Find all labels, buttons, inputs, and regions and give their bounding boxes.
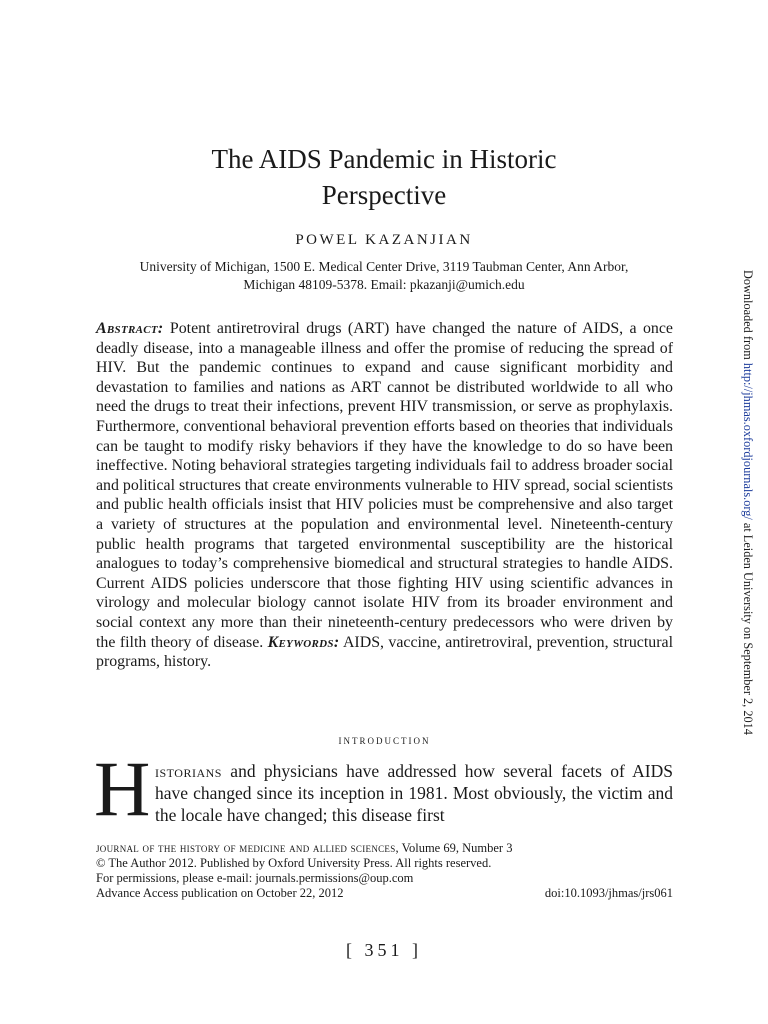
keywords-text: AIDS, vaccine, antiretroviral, prevention, structural programs, history. (96, 633, 673, 671)
watermark-prefix: Downloaded from (741, 270, 755, 363)
advance-access-line: Advance Access publication on October 22, 2012 (96, 886, 344, 900)
intro-text: and physicians have addressed how several facets of AIDS have changed since its inception in 1981. Most obviously, the victim and the locale have changed; this disease first (155, 761, 674, 825)
journal-site-link[interactable]: http://jhmas.oxfordjournals.org/ (741, 362, 755, 520)
abstract (96, 319, 673, 672)
keywords-label: Keywords: (267, 633, 340, 651)
title-line-1: The AIDS Pandemic in Historic (211, 144, 557, 174)
page-number: [ 351 ] (346, 940, 422, 960)
doi-line: doi:10.1093/jhmas/jrs061 (544, 886, 673, 900)
introduction-paragraph (155, 760, 673, 826)
author-name: POWEL KAZANJIAN (295, 232, 473, 248)
journal-footnote (96, 841, 673, 901)
download-watermark-text (740, 270, 755, 735)
section-heading-introduction: introduction (338, 733, 431, 747)
affiliation-line-2: Michigan 48109-5378. Email: pkazanji@umich.edu (243, 277, 525, 292)
publication-row (96, 886, 673, 901)
journal-volume: , Volume 69, Number 3 (395, 841, 513, 855)
copyright-line: © The Author 2012. Published by Oxford University Press. All rights reserved. (96, 856, 492, 870)
article-title (96, 141, 672, 213)
affiliation-line-1: University of Michigan, 1500 E. Medical Center Drive, 3119 Taubman Center, Ann Arbor, (139, 259, 629, 274)
journal-citation (96, 841, 673, 856)
title-line-2: Perspective (321, 180, 447, 210)
intro-lead-word: istorians (155, 761, 222, 781)
permissions-line: For permissions, please e-mail: journals.permissions@oup.com (96, 871, 414, 885)
abstract-label: Abstract: (96, 320, 164, 337)
drop-cap: H (94, 745, 151, 832)
abstract-text: Potent antiretroviral drugs (ART) have changed the nature of AIDS, a once deadly disease, into a manageable illness and offer the promise of reducing the spread of HIV. But the pandemic continues to expand and cause significant morbidity and devastation to families and nations as ART cannot be distributed worldwide to all who need the drugs to treat their infections, prevent HIV transmission, or serve as prophylaxis. Furthermore, conventional behavioral prevention efforts based on theories that individuals can be taught to modify risky behaviors if they have the knowledge to do so have been ineffective. Noting behavioral strategies targeting individuals fail to address broader social and political structures that create environments vulnerable to HIV spread, social scientists and public health officials insist that HIV policies must be comprehensive and also target a variety of structures at the population and environmental level. Nineteenth-century public health programs that targeted environmental susceptibility are the historical analogues to today’s comprehensive biomedical and structural strategies to handle AIDS. Current AIDS policies underscore that those fighting HIV using scientific advances in virology and molecular biology cannot isolate HIV from its broader environment and social context any more than their nineteenth-century predecessors who were driven by the filth theory of disease. (96, 320, 673, 651)
author-affiliation (92, 258, 676, 294)
download-watermark (735, 270, 755, 760)
watermark-suffix: at Leiden University on September 2, 2014 (741, 519, 755, 735)
journal-name: journal of the history of medicine and allied sciences (96, 841, 396, 855)
